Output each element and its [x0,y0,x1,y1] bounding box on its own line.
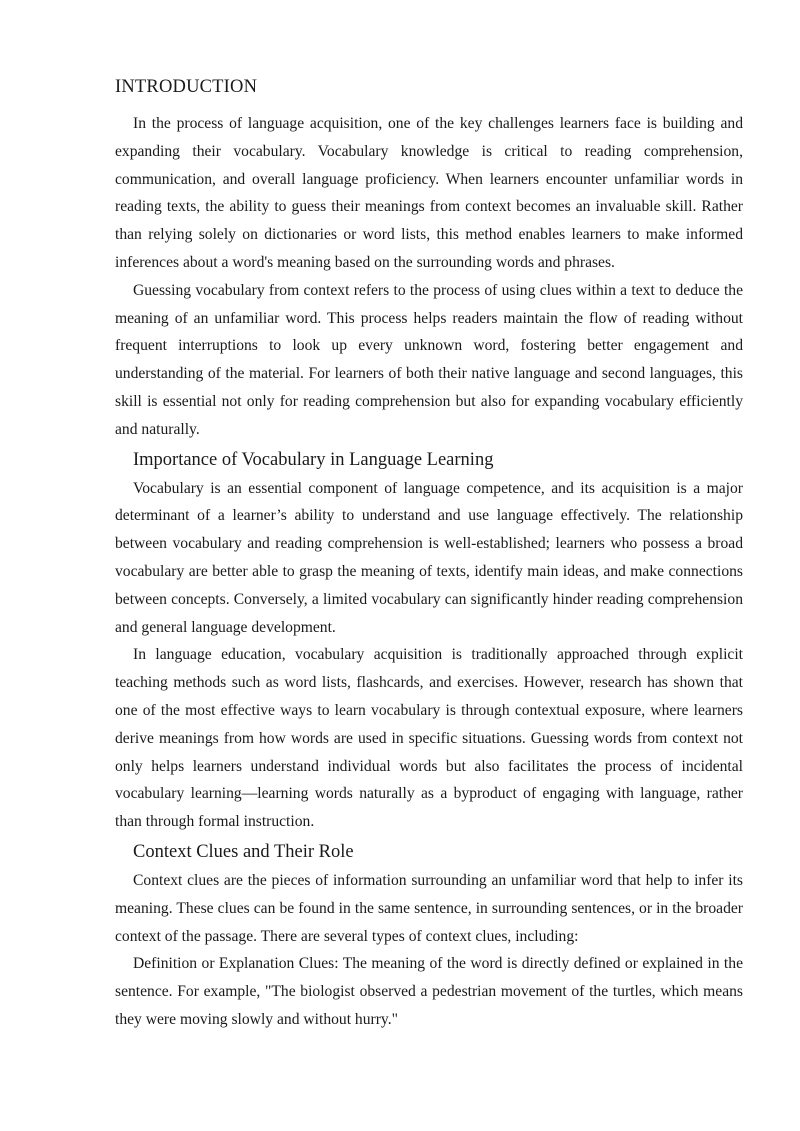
section2-paragraph-2: Definition or Explanation Clues: The meaning of the word is directly defined or explained in the sentence. For example, "The biologist observed a pedestrian movement of the turtles, which means they were moving slowly and without hurry." [115,955,743,1028]
section1-paragraph-1: Vocabulary is an essential component of language competence, and its acquisition is a major determinant of a learner’s ability to understand and use language effectively. The relationship between vocabulary and reading comprehension is well-established; learners who possess a broad vocabulary are better able to grasp the meaning of texts, identify main ideas, and make connections between concepts. Conversely, a limited vocabulary can significantly hinder reading comprehension and general language development. [115,479,743,636]
section-heading-context-clues: Context Clues and Their Role [133,841,354,862]
document-page [115,72,743,1034]
section-heading-importance: Importance of Vocabulary in Language Learning [133,449,494,470]
page-title: INTRODUCTION [115,77,258,97]
intro-paragraph-1: In the process of language acquisition, one of the key challenges learners face is building and expanding their vocabulary. Vocabulary knowledge is critical to reading comprehension, communication, and overall language proficiency. When learners encounter unfamiliar words in reading texts, the ability to guess their meanings from context becomes an invaluable skill. Rather than relying solely on dictionaries or word lists, this method enables learners to make informed inferences about a word's meaning based on the surrounding words and phrases. [115,115,743,271]
section1-paragraph-2: In language education, vocabulary acquisition is traditionally approached through explicit teaching methods such as word lists, flashcards, and exercises. However, research has shown that one of the most effective ways to learn vocabulary is through contextual exposure, where learners derive meanings from how words are used in specific situations. Guessing words from context not only helps learners understand individual words but also facilitates the process of incidental vocabulary learning—learning words naturally as a byproduct of engaging with language, rather than through formal instruction. [115,646,743,831]
section2-paragraph-1: Context clues are the pieces of information surrounding an unfamiliar word that help to infer its meaning. These clues can be found in the same sentence, in surrounding sentences, or in the broader context of the passage. There are several types of context clues, including: [115,871,743,945]
intro-paragraph-2: Guessing vocabulary from context refers to the process of using clues within a text to deduce the meaning of an unfamiliar word. This process helps readers maintain the flow of reading without frequent interruptions to look up every unknown word, fostering better engagement and understanding of the material. For learners of both their native language and second languages, this skill is essential not only for reading comprehension but also for expanding vocabulary efficiently and naturally. [115,281,743,438]
